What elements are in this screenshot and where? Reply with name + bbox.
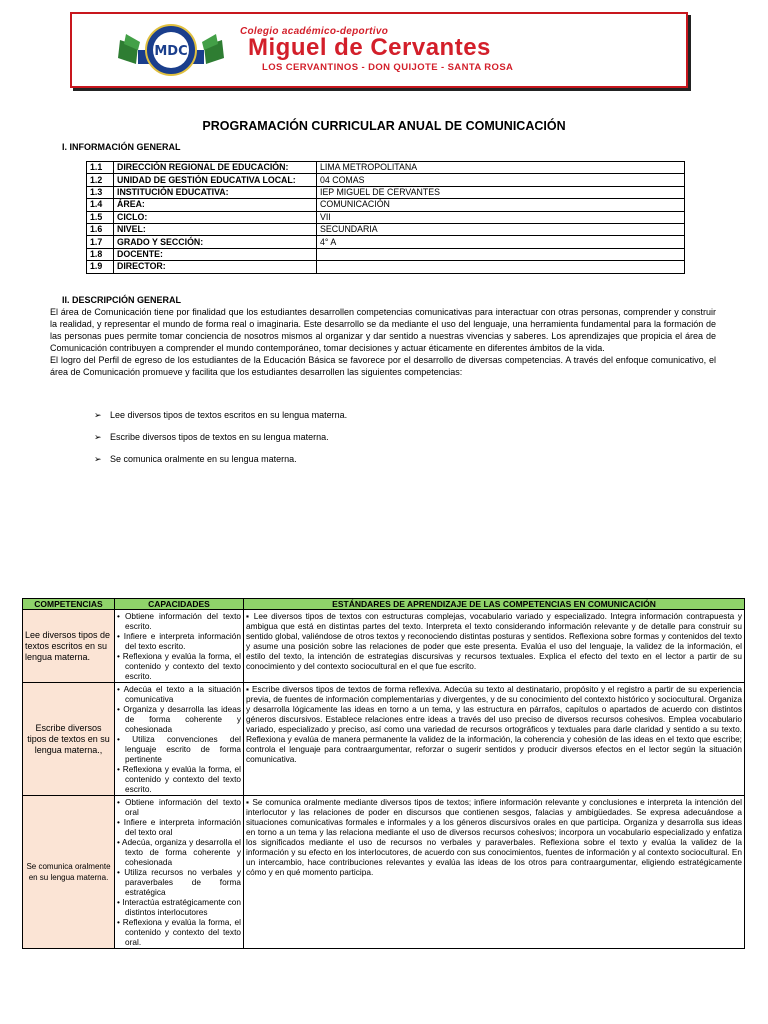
info-label: NIVEL: — [114, 223, 317, 235]
info-value — [317, 261, 685, 273]
header-capacidades: CAPACIDADES — [115, 599, 244, 610]
info-row — [87, 248, 685, 260]
description-text — [50, 306, 716, 378]
competency-bullet: ➢ Escribe diversos tipos de textos en su lengua materna. — [94, 432, 329, 442]
capacity-item: • Obtiene información del texto oral — [117, 797, 241, 817]
header-estandares: ESTÁNDARES DE APRENDIZAJE DE LAS COMPETENCIAS EN COMUNICACIÓN — [244, 599, 745, 610]
capacity-item: • Utiliza convenciones del lenguaje escrito de forma pertinente — [117, 734, 241, 764]
info-number: 1.1 — [87, 162, 114, 174]
info-value: SECUNDARIA — [317, 223, 685, 235]
capacity-item: • Adecúa el texto a la situación comunicativa — [117, 684, 241, 704]
info-number: 1.3 — [87, 186, 114, 198]
general-info-table — [86, 161, 685, 274]
capacities-cell — [115, 610, 244, 683]
info-row — [87, 186, 685, 198]
info-value: 04 COMAS — [317, 174, 685, 186]
capacity-item: • Adecúa, organiza y desarrolla el texto de forma coherente y cohesionada — [117, 837, 241, 867]
description-paragraph-1: El área de Comunicación tiene por finalidad que los estudiantes desarrollen competencias comunicativas para interactuar con otras personas, comprender y construir la realidad, y representar el mundo de forma real o imaginaria. Este desarrollo se da mediante el uso del lenguaje, una herramienta fundamental para la formación de las personas pues permite tomar conciencia de nosotros mismos al organizar y dar sentido a nuestras vivencias y saberes. Los aprendizajes que propicia el área de Comunicación contribuyen a comprender el mundo contemporáneo, tomar decisiones y actuar éticamente en diferentes ámbitos de la vida. — [50, 307, 716, 353]
school-banner — [70, 12, 688, 88]
info-label: INSTITUCIÓN EDUCATIVA: — [114, 186, 317, 198]
info-value: IEP MIGUEL DE CERVANTES — [317, 186, 685, 198]
standard-cell — [244, 796, 745, 949]
arrow-bullet-icon: ➢ — [94, 454, 102, 464]
info-number: 1.7 — [87, 236, 114, 248]
info-label: GRADO Y SECCIÓN: — [114, 236, 317, 248]
info-row — [87, 174, 685, 186]
info-row — [87, 199, 685, 211]
capacity-item: • Organiza y desarrolla las ideas de forma coherente y cohesionada — [117, 704, 241, 734]
document-title: PROGRAMACIÓN CURRICULAR ANUAL DE COMUNICACIÓN — [202, 119, 566, 133]
competency-name: Lee diversos tipos de textos escritos en su lengua materna. — [23, 610, 115, 683]
info-row — [87, 162, 685, 174]
school-tagline: LOS CERVANTINOS - DON QUIJOTE - SANTA ROSA — [262, 62, 514, 73]
capacity-item: • Obtiene información del texto escrito. — [117, 611, 241, 631]
info-row — [87, 236, 685, 248]
info-value — [317, 248, 685, 260]
capacity-item: • Reflexiona y evalúa la forma, el contenido y contexto del texto oral. — [117, 917, 241, 947]
info-number: 1.4 — [87, 199, 114, 211]
learning-standard: ▪ Escribe diversos tipos de textos de forma reflexiva. Adecúa su texto al destinatario, propósito y el registro a partir de su experiencia previa, de fuentes de información complementarias y divergentes, y de su conocimiento del contexto histórico y sociocultural. Organiza y desarrolla lógicamente las ideas en torno a un tema, y las estructura en párrafos, capítulos o apartados de acuerdo con distintos géneros discursivos. Establece relaciones entre ideas a través del uso preciso de diversos recursos cohesivos. Emplea vocabulario variado, especializado y preciso, así como una variedad de recursos ortográficos y textuales para darle claridad y sentido a su texto. Reflexiona y evalúa de manera permanente la validez de la información, la coherencia y cohesión de las ideas en el texto que escribe; controla el lenguaje para contraargumentar, reforzar o sugerir sentidos y producir diversos efectos en el lector según la situación comunicativa. — [246, 684, 742, 764]
competencies-table — [22, 598, 745, 949]
standard-cell — [244, 683, 745, 796]
arrow-bullet-icon: ➢ — [94, 410, 102, 420]
info-row — [87, 223, 685, 235]
info-number: 1.8 — [87, 248, 114, 260]
school-crest-icon — [116, 20, 226, 82]
info-number: 1.9 — [87, 261, 114, 273]
competency-name: Escribe diversos tipos de textos en su lengua materna., — [23, 683, 115, 796]
info-label: UNIDAD DE GESTIÓN EDUCATIVA LOCAL: — [114, 174, 317, 186]
competency-row — [23, 683, 745, 796]
capacity-item: • Interactúa estratégicamente con distintos interlocutores — [117, 897, 241, 917]
info-number: 1.2 — [87, 174, 114, 186]
crest-letters: MDC — [154, 44, 188, 59]
banner-subtitle: Colegio académico-deportivo — [240, 26, 389, 37]
capacity-item: • Infiere e interpreta información del texto escrito. — [117, 631, 241, 651]
info-value: VII — [317, 211, 685, 223]
info-label: DIRECCIÓN REGIONAL DE EDUCACIÓN: — [114, 162, 317, 174]
competency-row — [23, 610, 745, 683]
capacity-item: • Utiliza recursos no verbales y paraverbales de forma estratégica — [117, 867, 241, 897]
competency-name: Se comunica oralmente en su lengua materna. — [23, 796, 115, 949]
learning-standard: ▪ Se comunica oralmente mediante diversos tipos de textos; infiere información relevante y conclusiones e interpreta la intención del interlocutor y las relaciones de poder en discursos que contienen sesgos, falacias y ambigüedades. Se expresa adecuándose a situaciones comunicativas formales e informales y a los géneros discursivos orales en que participa. Organiza y desarrolla sus ideas en torno a un tema y las relaciona mediante el uso de diversos recursos cohesivos; incorpora un vocabulario especializado y enfatiza los significados mediante el uso de recursos no verbales y paraverbales. Reflexiona sobre el texto y evalúa la validez de la información y su efecto en los interlocutores, de acuerdo con sus conocimientos, fuentes de información y al contexto sociocultural. En un intercambio, hace contribuciones relevantes y evalúa las ideas de los otros para contraargumentar, eligiendo estratégicamente cómo y en qué momento participa. — [246, 797, 742, 877]
info-label: DOCENTE: — [114, 248, 317, 260]
capacity-item: • Reflexiona y evalúa la forma, el contenido y contexto del texto escrito. — [117, 651, 241, 681]
info-label: DIRECTOR: — [114, 261, 317, 273]
capacity-item: • Infiere e interpreta información del texto oral — [117, 817, 241, 837]
info-value: 4° A — [317, 236, 685, 248]
capacities-cell — [115, 796, 244, 949]
arrow-bullet-icon: ➢ — [94, 432, 102, 442]
info-number: 1.6 — [87, 223, 114, 235]
competency-row — [23, 796, 745, 949]
section2-heading: II. DESCRIPCIÓN GENERAL — [62, 295, 182, 305]
section1-heading: I. INFORMACIÓN GENERAL — [62, 142, 181, 152]
info-value: COMUNICACIÓN — [317, 199, 685, 211]
competency-bullet: ➢ Se comunica oralmente en su lengua materna. — [94, 454, 297, 464]
info-value: LIMA METROPOLITANA — [317, 162, 685, 174]
standard-cell — [244, 610, 745, 683]
info-number: 1.5 — [87, 211, 114, 223]
capacity-item: • Reflexiona y evalúa la forma, el contenido y contexto del texto escrito. — [117, 764, 241, 794]
learning-standard: ▪ Lee diversos tipos de textos con estructuras complejas, vocabulario variado y especializado. Integra información contrapuesta y ambigua que está en distintas partes del texto. Interpreta el texto considerando información relevante y de detalle para construir su sentido global, valiéndose de otros textos y reconociendo distintas posturas y sentidos. Reflexiona sobre formas y contenidos del texto y asume una posición sobre las relaciones de poder que este presenta. Evalúa el uso del lenguaje, la validez de la información, el estilo del texto, la intención de estrategias discursivas y recursos textuales. Explica el efecto del texto en el lector a partir de su conocimiento y del contexto sociocultural en el que fue escrito. — [246, 611, 742, 671]
capacities-cell — [115, 683, 244, 796]
info-row — [87, 211, 685, 223]
competencies-header-row — [23, 599, 745, 610]
info-label: ÁREA: — [114, 199, 317, 211]
info-row — [87, 261, 685, 273]
competency-bullet: ➢ Lee diversos tipos de textos escritos en su lengua materna. — [94, 410, 348, 420]
info-label: CICLO: — [114, 211, 317, 223]
header-competencias: COMPETENCIAS — [23, 599, 115, 610]
description-paragraph-2: El logro del Perfil de egreso de los estudiantes de la Educación Básica se favorece por el desarrollo de diversas competencias. A través del enfoque comunicativo, el área de Comunicación promueve y facilita que los estudiantes desarrollen las siguientes competencias: — [50, 355, 716, 377]
school-name: Miguel de Cervantes — [248, 34, 491, 61]
